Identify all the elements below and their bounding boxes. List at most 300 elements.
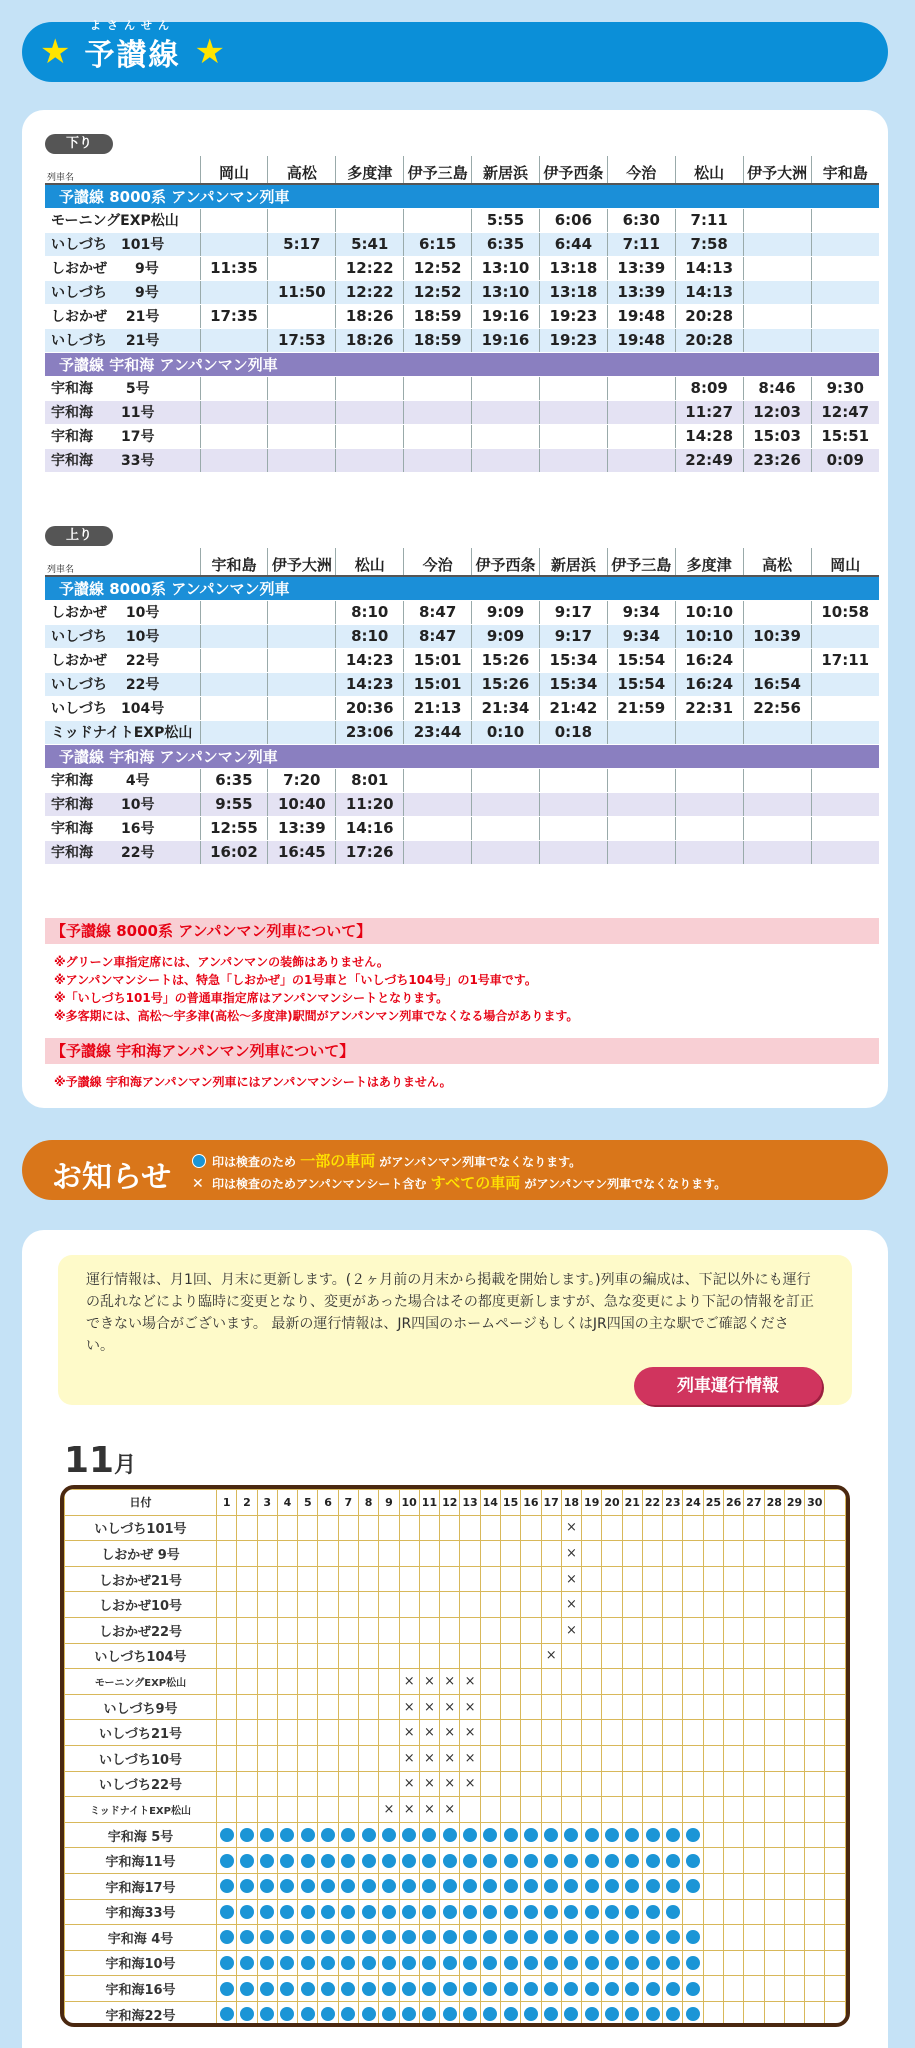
- day-cell: [805, 1873, 825, 1899]
- day-header: 6: [318, 1490, 338, 1516]
- time-cell: [675, 768, 743, 792]
- day-cell: [724, 1541, 744, 1567]
- time-cell: [811, 696, 879, 720]
- day-cell: [257, 1541, 277, 1567]
- table-row: [45, 232, 879, 256]
- day-cell: [784, 1899, 804, 1925]
- time-cell: [539, 840, 607, 864]
- blue-dot-mark: [237, 1976, 257, 2002]
- day-cell: [683, 1797, 703, 1823]
- day-cell: [642, 1720, 662, 1746]
- train-name: 宇和海 16号: [45, 816, 200, 840]
- blue-dot-mark: [500, 1950, 520, 1976]
- cross-mark: ×: [419, 1720, 439, 1746]
- day-cell: [602, 1643, 622, 1669]
- blue-dot-mark: [642, 2001, 662, 2027]
- blue-dot-mark: [298, 1822, 318, 1848]
- day-cell: [217, 1541, 237, 1567]
- day-cell: [379, 1541, 399, 1567]
- blue-dot-mark: [521, 1873, 541, 1899]
- blue-dot-mark: [298, 1899, 318, 1925]
- day-cell: [703, 1617, 723, 1643]
- day-cell: [683, 1720, 703, 1746]
- calendar-row: [65, 1643, 846, 1669]
- day-header: 3: [257, 1490, 277, 1516]
- day-cell: [379, 1694, 399, 1720]
- day-cell: [703, 1566, 723, 1592]
- cross-mark: ×: [440, 1669, 460, 1695]
- day-cell: [764, 1617, 784, 1643]
- time-cell: [404, 840, 472, 864]
- blue-dot-mark: [460, 1899, 480, 1925]
- corner-label: 列車名: [45, 548, 200, 576]
- calendar-row: [65, 1745, 846, 1771]
- day-header: 25: [703, 1490, 723, 1516]
- day-cell: [358, 1745, 378, 1771]
- day-cell: [784, 1541, 804, 1567]
- day-cell: [480, 1617, 500, 1643]
- blue-dot-mark: [541, 1950, 561, 1976]
- time-cell: 10:40: [268, 792, 336, 816]
- day-cell: [358, 1566, 378, 1592]
- time-cell: 0:18: [539, 720, 607, 744]
- day-cell: [724, 1515, 744, 1541]
- blue-dot-mark: [277, 1925, 297, 1951]
- cross-mark: ×: [561, 1592, 581, 1618]
- time-cell: [404, 792, 472, 816]
- day-cell: [744, 1899, 764, 1925]
- cross-mark: ×: [419, 1771, 439, 1797]
- time-cell: [268, 672, 336, 696]
- blue-dot-mark: [399, 1873, 419, 1899]
- day-cell: [521, 1669, 541, 1695]
- train-name: しおかぜ 21号: [45, 304, 200, 328]
- blue-dot-mark: [358, 1899, 378, 1925]
- day-cell: [237, 1592, 257, 1618]
- time-cell: [268, 400, 336, 424]
- day-cell: [825, 1848, 846, 1874]
- time-cell: 17:26: [336, 840, 404, 864]
- time-cell: [336, 376, 404, 400]
- day-cell: [663, 1720, 683, 1746]
- note-heading-uwakai: 【予讃線 宇和海アンパンマン列車について】: [45, 1038, 879, 1064]
- table-row: [45, 600, 879, 624]
- time-cell: [743, 840, 811, 864]
- day-cell: [825, 1669, 846, 1695]
- table-row: [45, 448, 879, 472]
- note-line: ※予讃線 宇和海アンパンマン列車にはアンパンマンシートはありません。: [54, 1075, 452, 1089]
- day-cell: [318, 1515, 338, 1541]
- time-cell: 12:52: [404, 256, 472, 280]
- day-header: 4: [277, 1490, 297, 1516]
- blue-dot-mark: [277, 1873, 297, 1899]
- day-cell: [379, 1745, 399, 1771]
- time-cell: 8:10: [336, 624, 404, 648]
- day-cell: [825, 1617, 846, 1643]
- day-cell: [683, 1541, 703, 1567]
- time-cell: 9:17: [539, 600, 607, 624]
- day-cell: [805, 2001, 825, 2027]
- time-cell: [811, 328, 879, 352]
- day-cell: [318, 1694, 338, 1720]
- time-cell: [675, 840, 743, 864]
- blue-dot-mark: [480, 1976, 500, 2002]
- time-cell: 21:42: [539, 696, 607, 720]
- day-cell: [318, 1617, 338, 1643]
- time-cell: [539, 768, 607, 792]
- blue-dot-mark: [217, 1925, 237, 1951]
- day-cell: [642, 1592, 662, 1618]
- train-name: いしづち 9号: [45, 280, 200, 304]
- blue-dot-mark: [521, 1925, 541, 1951]
- train-name: 宇和海 33号: [45, 448, 200, 472]
- blue-dot-mark: [541, 1822, 561, 1848]
- day-cell: [622, 1669, 642, 1695]
- day-cell: [257, 1566, 277, 1592]
- day-cell: [277, 1720, 297, 1746]
- day-header: 13: [460, 1490, 480, 1516]
- day-cell: [358, 1592, 378, 1618]
- day-header: 2: [237, 1490, 257, 1516]
- table-row: [45, 328, 879, 352]
- day-cell: [703, 1950, 723, 1976]
- note-line: ※アンパンマンシートは、特急「しおかぜ」の1号車と「いしづち104号」の1号車です。: [54, 973, 537, 987]
- day-cell: [805, 1950, 825, 1976]
- time-cell: [743, 208, 811, 232]
- blue-dot-mark: [217, 1899, 237, 1925]
- blue-dot-mark: [500, 1925, 520, 1951]
- time-cell: [268, 304, 336, 328]
- day-cell: [440, 1541, 460, 1567]
- table-row: [45, 696, 879, 720]
- table-row: [45, 208, 879, 232]
- blue-dot-mark: [419, 1848, 439, 1874]
- down-label: 下り: [45, 134, 113, 154]
- time-cell: 12:22: [336, 280, 404, 304]
- time-cell: [268, 624, 336, 648]
- day-cell: [622, 1592, 642, 1618]
- blue-dot-mark: [541, 1976, 561, 2002]
- blue-dot-mark: [541, 1925, 561, 1951]
- day-cell: [703, 1873, 723, 1899]
- day-cell: [257, 1617, 277, 1643]
- time-cell: [404, 400, 472, 424]
- blue-dot-mark: [642, 1976, 662, 2002]
- day-cell: [399, 1566, 419, 1592]
- time-cell: 16:54: [743, 672, 811, 696]
- blue-dot-mark: [602, 1950, 622, 1976]
- blue-dot-mark: [683, 1873, 703, 1899]
- day-header: 16: [521, 1490, 541, 1516]
- day-cell: [724, 1669, 744, 1695]
- station-header: 宇和島: [200, 548, 268, 576]
- time-cell: [675, 720, 743, 744]
- day-cell: [257, 1771, 277, 1797]
- day-cell: [642, 1797, 662, 1823]
- date-label: 日付: [65, 1490, 217, 1516]
- cross-mark: ×: [399, 1669, 419, 1695]
- train-name: モーニングEXP松山: [45, 208, 200, 232]
- time-cell: [539, 376, 607, 400]
- blue-dot-mark: [257, 1950, 277, 1976]
- time-cell: 12:47: [811, 400, 879, 424]
- blue-dot-mark: [582, 1976, 602, 2002]
- time-cell: [811, 208, 879, 232]
- blue-dot-mark: [298, 2001, 318, 2027]
- day-cell: [500, 1617, 520, 1643]
- day-cell: [764, 1669, 784, 1695]
- day-cell: [298, 1541, 318, 1567]
- blue-dot-mark: [582, 1873, 602, 1899]
- blue-dot-mark: [379, 1822, 399, 1848]
- day-cell: [480, 1515, 500, 1541]
- day-cell: [338, 1669, 358, 1695]
- time-cell: 20:36: [336, 696, 404, 720]
- time-cell: 18:59: [404, 328, 472, 352]
- day-cell: [217, 1566, 237, 1592]
- day-cell: [805, 1592, 825, 1618]
- time-cell: [268, 720, 336, 744]
- blue-dot-mark: [622, 1873, 642, 1899]
- day-cell: [298, 1669, 318, 1695]
- blue-dot-mark: [500, 1899, 520, 1925]
- month-title: 11月: [64, 1440, 137, 1481]
- day-cell: [602, 1694, 622, 1720]
- cross-mark: ×: [460, 1745, 480, 1771]
- day-cell: [237, 1771, 257, 1797]
- blue-dot-mark: [480, 1899, 500, 1925]
- day-cell: [521, 1797, 541, 1823]
- day-cell: [724, 1720, 744, 1746]
- time-cell: 14:13: [675, 256, 743, 280]
- blue-dot-mark: [277, 1899, 297, 1925]
- day-cell: [764, 1643, 784, 1669]
- day-cell: [338, 1720, 358, 1746]
- table-row: [45, 624, 879, 648]
- time-cell: [268, 424, 336, 448]
- day-cell: [582, 1771, 602, 1797]
- day-cell: [379, 1669, 399, 1695]
- blue-dot-mark: [277, 1976, 297, 2002]
- blue-dot-mark: [480, 1950, 500, 1976]
- calendar-row: [65, 2001, 846, 2027]
- day-cell: [257, 1745, 277, 1771]
- day-cell: [784, 1643, 804, 1669]
- day-cell: [744, 1617, 764, 1643]
- blue-dot-mark: [217, 1976, 237, 2002]
- blue-dot-mark: [217, 2001, 237, 2027]
- blue-dot-mark: [237, 1925, 257, 1951]
- calendar-train-name: ミッドナイトEXP松山: [65, 1797, 217, 1823]
- time-cell: 0:10: [472, 720, 540, 744]
- day-cell: [825, 1899, 846, 1925]
- day-cell: [217, 1771, 237, 1797]
- day-cell: [744, 1643, 764, 1669]
- train-name: いしづち 104号: [45, 696, 200, 720]
- day-cell: [338, 1592, 358, 1618]
- timetable-card: [22, 110, 888, 1108]
- time-cell: [743, 232, 811, 256]
- time-cell: [607, 376, 675, 400]
- day-cell: [764, 1899, 784, 1925]
- day-cell: [642, 1643, 662, 1669]
- blue-dot-mark: [419, 1899, 439, 1925]
- blue-dot-mark: [318, 1899, 338, 1925]
- day-header: 26: [724, 1490, 744, 1516]
- day-cell: [724, 1643, 744, 1669]
- day-cell: [622, 1617, 642, 1643]
- day-cell: [379, 1617, 399, 1643]
- day-header: 30: [805, 1490, 825, 1516]
- calendar-train-name: しおかぜ10号: [65, 1592, 217, 1618]
- cross-mark: ×: [460, 1771, 480, 1797]
- time-cell: [336, 424, 404, 448]
- day-cell: [500, 1669, 520, 1695]
- day-cell: [500, 1694, 520, 1720]
- time-cell: [268, 648, 336, 672]
- time-cell: [743, 600, 811, 624]
- time-cell: 8:01: [336, 768, 404, 792]
- title-text: 予讃線: [84, 38, 181, 73]
- table-row: [45, 648, 879, 672]
- station-header: 今治: [607, 156, 675, 184]
- day-cell: [703, 1848, 723, 1874]
- time-cell: [811, 768, 879, 792]
- notice-title: お知らせ: [52, 1160, 172, 1195]
- day-cell: [784, 1976, 804, 2002]
- cross-mark: ×: [419, 1694, 439, 1720]
- down-timetable: [45, 156, 879, 473]
- blue-dot-mark: [642, 1899, 662, 1925]
- day-cell: [582, 1541, 602, 1567]
- blue-dot-mark: [622, 1899, 642, 1925]
- day-cell: [379, 1643, 399, 1669]
- day-cell: [825, 1541, 846, 1567]
- station-header: 多度津: [675, 548, 743, 576]
- time-cell: 0:09: [811, 448, 879, 472]
- calendar-train-name: 宇和海16号: [65, 1976, 217, 2002]
- blue-dot-mark: [440, 1822, 460, 1848]
- time-cell: 8:46: [743, 376, 811, 400]
- time-cell: [811, 840, 879, 864]
- time-cell: 10:39: [743, 624, 811, 648]
- day-cell: [277, 1566, 297, 1592]
- day-header: 20: [602, 1490, 622, 1516]
- calendar-train-name: 宇和海 5号: [65, 1822, 217, 1848]
- day-cell: [358, 1515, 378, 1541]
- time-cell: [200, 672, 268, 696]
- time-cell: 10:58: [811, 600, 879, 624]
- blue-dot-mark: [358, 1822, 378, 1848]
- time-cell: 17:53: [268, 328, 336, 352]
- station-header: 松山: [675, 156, 743, 184]
- day-cell: [805, 1515, 825, 1541]
- day-cell: [582, 1797, 602, 1823]
- day-cell: [440, 1566, 460, 1592]
- time-cell: [268, 376, 336, 400]
- blue-dot-mark: [338, 1976, 358, 2002]
- blue-dot-mark: [582, 1899, 602, 1925]
- section-row: 予讃線 8000系 アンパンマン列車: [45, 184, 879, 208]
- day-cell: [784, 1873, 804, 1899]
- calendar-train-name: 宇和海33号: [65, 1899, 217, 1925]
- time-cell: 10:10: [675, 600, 743, 624]
- cross-mark: ×: [399, 1720, 419, 1746]
- train-info-button[interactable]: 列車運行情報: [634, 1367, 822, 1405]
- time-cell: 7:20: [268, 768, 336, 792]
- time-cell: [811, 792, 879, 816]
- blue-dot-mark: [561, 1848, 581, 1874]
- day-cell: [805, 1694, 825, 1720]
- blue-dot-mark: [277, 2001, 297, 2027]
- day-cell: [480, 1669, 500, 1695]
- day-cell: [744, 1592, 764, 1618]
- day-cell: [744, 1976, 764, 2002]
- blue-dot-mark: [622, 1950, 642, 1976]
- notice-bar: [22, 1140, 888, 1200]
- day-cell: [744, 1925, 764, 1951]
- day-cell: [764, 1950, 784, 1976]
- title-ruby: よさんせん: [89, 19, 175, 32]
- day-cell: [805, 1643, 825, 1669]
- blue-dot-mark: [541, 1899, 561, 1925]
- day-cell: [541, 1669, 561, 1695]
- train-name: 宇和海 10号: [45, 792, 200, 816]
- day-cell: [541, 1771, 561, 1797]
- day-cell: [318, 1566, 338, 1592]
- day-cell: [703, 1976, 723, 2002]
- time-cell: [539, 424, 607, 448]
- day-cell: [541, 1797, 561, 1823]
- station-header: 高松: [743, 548, 811, 576]
- day-cell: [521, 1720, 541, 1746]
- station-header: 松山: [336, 548, 404, 576]
- calendar-grid: [60, 1485, 850, 2027]
- day-cell: [805, 1617, 825, 1643]
- day-cell: [764, 1694, 784, 1720]
- blue-dot-mark: [419, 1925, 439, 1951]
- time-cell: 19:16: [472, 304, 540, 328]
- day-cell: [602, 1745, 622, 1771]
- day-cell: [642, 1541, 662, 1567]
- day-cell: [784, 1771, 804, 1797]
- train-name: いしづち 101号: [45, 232, 200, 256]
- blue-dot-mark: [683, 2001, 703, 2027]
- day-cell: [440, 1515, 460, 1541]
- blue-dot-mark: [602, 1976, 622, 2002]
- blue-dot-mark: [521, 1848, 541, 1874]
- calendar-train-name: いしづち10号: [65, 1745, 217, 1771]
- blue-dot-mark: [480, 1848, 500, 1874]
- day-cell: [805, 1720, 825, 1746]
- time-cell: [404, 816, 472, 840]
- day-cell: [257, 1720, 277, 1746]
- day-cell: [298, 1720, 318, 1746]
- station-header: 新居浜: [472, 156, 540, 184]
- day-cell: [724, 1925, 744, 1951]
- time-cell: 13:39: [607, 256, 675, 280]
- notice-line-2: ✕ 印は検査のためアンパンマンシート含む すべての車両 がアンパンマン列車でなくなります。: [192, 1174, 727, 1192]
- blue-dot-mark: [419, 1822, 439, 1848]
- info-box: [58, 1255, 852, 1405]
- day-cell: [277, 1745, 297, 1771]
- blue-dot-mark: [338, 1873, 358, 1899]
- day-cell: [683, 1771, 703, 1797]
- day-cell: [480, 1797, 500, 1823]
- cross-mark: ×: [419, 1669, 439, 1695]
- day-cell: [663, 1617, 683, 1643]
- up-timetable: [45, 548, 879, 865]
